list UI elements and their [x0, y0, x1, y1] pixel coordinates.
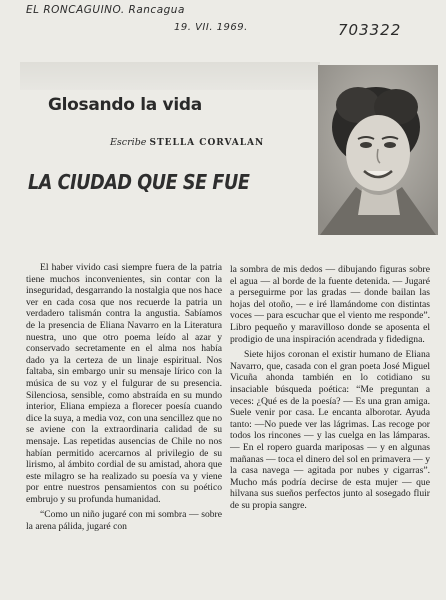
- handwritten-source-note: EL RONCAGUINO. Rancagua: [26, 4, 185, 16]
- portrait-image: [318, 65, 438, 235]
- article-column-right: [230, 264, 430, 511]
- paragraph: El haber vivido casi siempre fuera de la patria tiene muchos inconvenientes, sin contar con la inseguridad, desgarrando la nostalgia que nos hace ver en cada cosa que nos recuerde la patria un verdadero talismán contra la angustia. Sabíamos de la presencia de Eliana Navarro en la Literatura nuestra, uno que otro poema leído al azar y conservado secretamente en el alma nos había dado ya la certeza de un linaje espiritual. Nos faltaba, sin embargo unir su mensaje lírico con la música de su voz y el fulgurar de su presencia. Silenciosa, sensible, como abstraída en su mundo interior, Eliana empieza a florecer poesía cuando dice la suya, a media voz, con una sencillez que no se aviene con la extraordinaria calidad de su mensaje. Las repetidas ausencias de Chile no nos habían permitido acercarnos al privilegio de su lirismo, al ámbito cordial de su amistad, ahora que este milagro se ha realizado su poesía va y viene por entre nuestros pensamientos con su poético embrujo y su profunda humanidad.: [26, 262, 222, 505]
- faded-header-strip: [20, 62, 320, 90]
- archive-number: 703322: [338, 21, 402, 39]
- byline-prefix: Escribe: [110, 137, 147, 148]
- author-photo: [318, 65, 438, 235]
- paragraph: la sombra de mis dedos — dibujando figuras sobre el agua — al borde de la fuente detenida. — Jugaré a perseguirme por las gradas — donde bailan las hojas del otoño, — e iré llamándome con distintas voces — para escuchar que el viento me responde”. Libro pequeño y maravilloso donde se aposenta el prodigio de una inspiración acendrada y fidedigna.: [230, 264, 430, 345]
- author-name: STELLA CORVALAN: [149, 138, 265, 148]
- paragraph: “Como un niño jugaré con mi sombra — sobre la arena pálida, jugaré con: [26, 509, 222, 533]
- section-title: Glosando la vida: [48, 95, 202, 115]
- paragraph: Siete hijos coronan el existir humano de Eliana Navarro, que, casada con el gran poeta José Miguel Vicuña ahonda también en lo cotidiano su insaciable búsqueda poética: “Me preguntan a veces: ¿Qué es de la poesía? — Es una gran amiga. Suele venir por casa. Le encanta alborotar. Ayuda tanto: —No puede ver las lágrimas. Las recoge por todos los rincones — y las cuelga en las lámparas. — En el ropero guarda mariposas — y en algunas mañanas — toca el dinero del sol en primavera — y la casa navega — agitada por nubes y cigarras”. Mucho más podría decirse de esta mujer — que hilvana sus sueños perfectos junto al sosegado fluir de su propia sangre.: [230, 349, 430, 511]
- article-title: LA CIUDAD QUE SE FUE: [28, 170, 250, 194]
- article-column-left: [26, 262, 222, 533]
- handwritten-date: 19. VII. 1969.: [174, 22, 248, 33]
- byline: [110, 137, 264, 148]
